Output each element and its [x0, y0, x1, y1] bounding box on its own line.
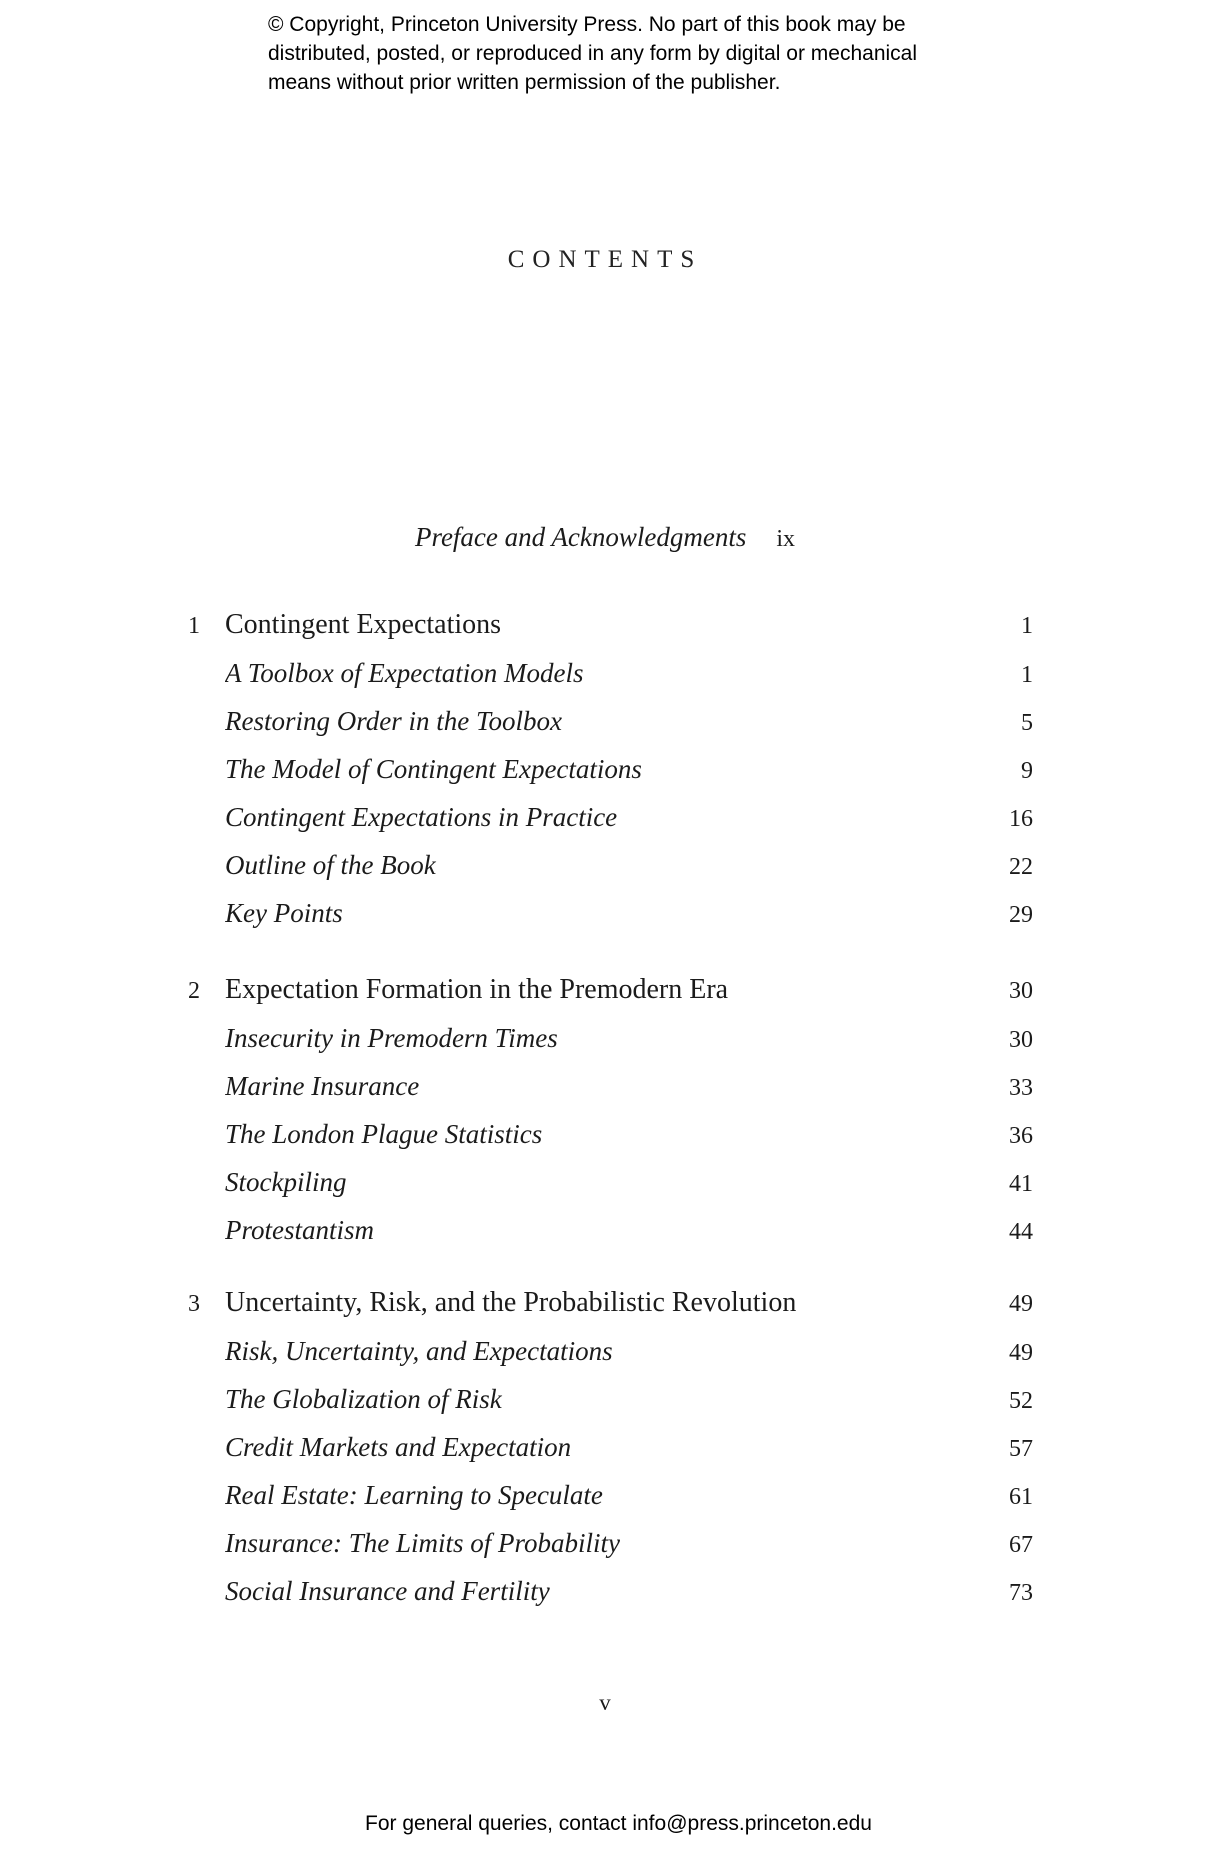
section-title: Social Insurance and Fertility — [225, 1576, 550, 1606]
toc-chapter-row — [0, 1279, 1033, 1327]
chapter-page-number: 49 — [1009, 1291, 1033, 1317]
chapter-page-number: 1 — [1021, 613, 1033, 639]
section-title: The Globalization of Risk — [225, 1384, 502, 1414]
toc-section-row — [0, 1206, 1033, 1254]
section-title: Contingent Expectations in Practice — [225, 802, 618, 832]
section-title: Credit Markets and Expectation — [225, 1432, 572, 1462]
toc-section-row — [0, 1327, 1033, 1375]
chapter-number: 2 — [188, 978, 200, 1004]
frontmatter-page-number: ix — [776, 526, 796, 552]
chapter-block — [0, 966, 1033, 1254]
section-page-number: 33 — [1009, 1075, 1033, 1101]
section-page-number: 29 — [1009, 902, 1033, 928]
section-title: Insecurity in Premodern Times — [225, 1023, 558, 1053]
section-title: Key Points — [225, 898, 343, 928]
section-page-number: 52 — [1009, 1388, 1033, 1414]
toc-chapter-row — [0, 601, 1033, 649]
copyright-line-3: means without prior written permission of the publisher. — [268, 71, 781, 94]
toc-section-row — [0, 889, 1033, 937]
section-title: A Toolbox of Expectation Models — [225, 658, 584, 688]
chapter-title: Expectation Formation in the Premodern Era — [225, 974, 729, 1005]
toc-section-row — [0, 1567, 1033, 1615]
chapter-title: Contingent Expectations — [225, 609, 502, 640]
chapter-page-number: 30 — [1009, 978, 1033, 1004]
section-page-number: 30 — [1009, 1027, 1033, 1053]
frontmatter-entry — [0, 522, 1210, 553]
chapter-number: 3 — [188, 1291, 200, 1317]
toc-section-row — [0, 697, 1033, 745]
section-title: Stockpiling — [225, 1167, 347, 1197]
section-page-number: 61 — [1009, 1484, 1033, 1510]
section-title: Restoring Order in the Toolbox — [225, 706, 562, 736]
page-folio: v — [599, 1690, 611, 1715]
toc-section-row — [0, 841, 1033, 889]
toc-section-row — [0, 1110, 1033, 1158]
toc-section-row — [0, 1062, 1033, 1110]
contents-heading: CONTENTS — [507, 246, 703, 273]
section-page-number: 9 — [1021, 758, 1033, 784]
section-page-number: 16 — [1009, 806, 1033, 832]
section-title: Marine Insurance — [225, 1071, 420, 1101]
frontmatter-title: Preface and Acknowledgments — [414, 522, 747, 552]
section-page-number: 44 — [1009, 1219, 1033, 1245]
toc-section-row — [0, 793, 1033, 841]
chapter-number: 1 — [188, 613, 200, 639]
section-page-number: 73 — [1009, 1580, 1033, 1606]
section-page-number: 49 — [1009, 1340, 1033, 1366]
toc-section-row — [0, 1158, 1033, 1206]
section-page-number: 36 — [1009, 1123, 1033, 1149]
section-page-number: 67 — [1009, 1532, 1033, 1558]
toc-chapter-row — [0, 966, 1033, 1014]
section-title: The Model of Contingent Expectations — [225, 754, 642, 784]
footer-contact-text: For general queries, contact info@press.princeton.edu — [365, 1812, 872, 1835]
section-page-number: 41 — [1009, 1171, 1033, 1197]
section-page-number: 1 — [1021, 662, 1033, 688]
copyright-line-1: © Copyright, Princeton University Press. No part of this book may be — [268, 13, 906, 36]
copyright-notice — [268, 10, 917, 97]
toc-section-row — [0, 1519, 1033, 1567]
toc-section-row — [0, 1014, 1033, 1062]
section-title: The London Plague Statistics — [225, 1119, 543, 1149]
toc-section-row — [0, 1423, 1033, 1471]
toc-section-row — [0, 745, 1033, 793]
toc-section-row — [0, 649, 1033, 697]
table-of-contents — [0, 601, 1033, 1615]
section-title: Protestantism — [225, 1215, 375, 1245]
chapter-title: Uncertainty, Risk, and the Probabilistic Revolution — [225, 1287, 797, 1318]
section-title: Outline of the Book — [225, 850, 436, 880]
section-title: Risk, Uncertainty, and Expectations — [225, 1336, 613, 1366]
section-page-number: 57 — [1009, 1436, 1033, 1462]
chapter-block — [0, 601, 1033, 937]
section-page-number: 5 — [1021, 710, 1033, 736]
toc-section-row — [0, 1471, 1033, 1519]
section-title: Real Estate: Learning to Speculate — [225, 1480, 603, 1510]
section-title: Insurance: The Limits of Probability — [225, 1528, 620, 1558]
copyright-line-2: distributed, posted, or reproduced in any form by digital or mechanical — [268, 42, 918, 65]
chapter-block — [0, 1279, 1033, 1615]
toc-section-row — [0, 1375, 1033, 1423]
section-page-number: 22 — [1009, 854, 1033, 880]
